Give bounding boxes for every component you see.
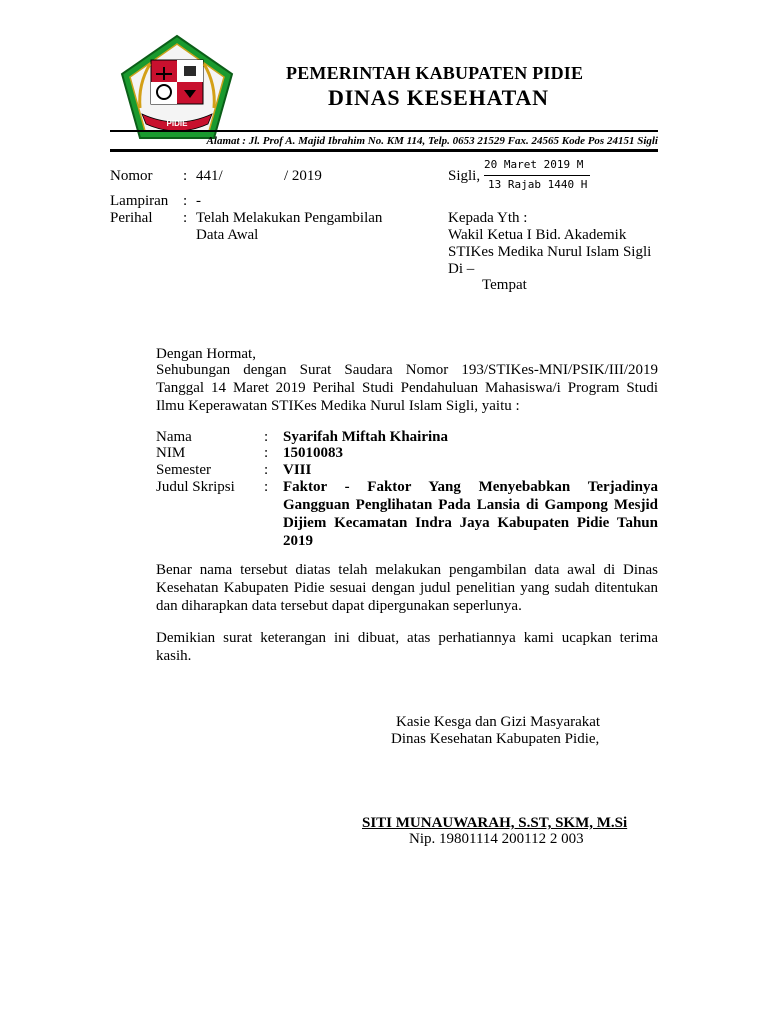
- judul-value: Faktor - Faktor Yang Menyebabkan Terjadinya Gangguan Penglihatan Pada Lansia di Gampong Mesjid Dijiem Kecamatan Indra Jaya Kabupaten Pidie Tahun 2019: [283, 479, 658, 549]
- nomor-value: 441/: [196, 168, 223, 184]
- nomor-year: / 2019: [284, 168, 322, 184]
- recipient-line4: Di –: [448, 261, 475, 277]
- date-gregorian: 20 Maret 2019 M: [484, 158, 584, 171]
- semester-label: Semester: [156, 462, 211, 478]
- judul-colon: :: [264, 479, 269, 495]
- header-government: PEMERINTAH KABUPATEN PIDIE: [286, 63, 584, 83]
- lampiran-value: -: [196, 193, 201, 209]
- lampiran-colon: :: [183, 193, 188, 209]
- recipient-line2: Wakil Ketua I Bid. Akademik: [448, 227, 627, 243]
- nim-label: NIM: [156, 445, 186, 461]
- header-rule-bottom: [110, 149, 658, 152]
- perihal-value-line1: Telah Melakukan Pengambilan: [196, 210, 383, 226]
- body-paragraph-2: Benar nama tersebut diatas telah melakukan pengambilan data awal di Dinas Kesehatan Kabupaten Pidie sesuai dengan judul penelitian yang sudah ditentukan dan diharapkan data tersebut dapat dipergunakan seperlunya.: [156, 562, 658, 614]
- date-hijri: 13 Rajab 1440 H: [488, 178, 588, 191]
- signatory-name: SITI MUNAUWARAH, S.ST, SKM, M.Si: [362, 815, 628, 831]
- logo-emblem: [118, 34, 236, 142]
- perihal-value-line2: Data Awal: [196, 227, 259, 243]
- header-agency: DINAS KESEHATAN: [328, 85, 549, 110]
- dinas-kesehatan-logo: [118, 34, 236, 142]
- date-fraction-line: [484, 175, 590, 176]
- nomor-label: Nomor: [110, 168, 153, 184]
- logo-ribbon-text: PIDIE: [166, 119, 188, 128]
- greeting: Dengan Hormat,: [156, 346, 256, 362]
- recipient-line1: Kepada Yth :: [448, 210, 528, 226]
- body-paragraph-3: Demikian surat keterangan ini dibuat, atas perhatiannya kami ucapkan terima kasih.: [156, 630, 658, 664]
- signature-title-2: Dinas Kesehatan Kabupaten Pidie,: [391, 731, 600, 747]
- nama-value: Syarifah Miftah Khairina: [283, 429, 449, 445]
- recipient-line5: Tempat: [482, 277, 527, 293]
- date-place: Sigli,: [448, 168, 481, 184]
- signatory-nip: Nip. 19801114 200112 2 003: [409, 831, 584, 847]
- header-address: Alamat : Jl. Prof A. Majid Ibrahim No. KM 114, Telp. 0653 21529 Fax. 24565 Kode Pos 24151 Sigli: [206, 135, 658, 147]
- perihal-colon: :: [183, 210, 188, 226]
- signature-title-1: Kasie Kesga dan Gizi Masyarakat: [396, 714, 601, 730]
- nama-label: Nama: [156, 429, 192, 445]
- nim-value: 15010083: [283, 445, 343, 461]
- semester-value: VIII: [283, 462, 312, 478]
- perihal-label: Perihal: [110, 210, 153, 226]
- nama-colon: :: [264, 429, 269, 445]
- judul-label: Judul Skripsi: [156, 479, 235, 495]
- nim-colon: :: [264, 445, 269, 461]
- nomor-colon: :: [183, 168, 188, 184]
- header-rule-top: [110, 130, 658, 132]
- semester-colon: :: [264, 462, 269, 478]
- body-paragraph-1: Sehubungan dengan Surat Saudara Nomor 193/STIKes-MNI/PSIK/III/2019 Tanggal 14 Maret 2019 Perihal Studi Pendahuluan Mahasiswa/i Program Studi Ilmu Keperawatan STIKes Medika Nurul Islam Sigli, yaitu :: [156, 362, 658, 414]
- lampiran-label: Lampiran: [110, 193, 169, 209]
- recipient-line3: STIKes Medika Nurul Islam Sigli: [448, 244, 652, 260]
